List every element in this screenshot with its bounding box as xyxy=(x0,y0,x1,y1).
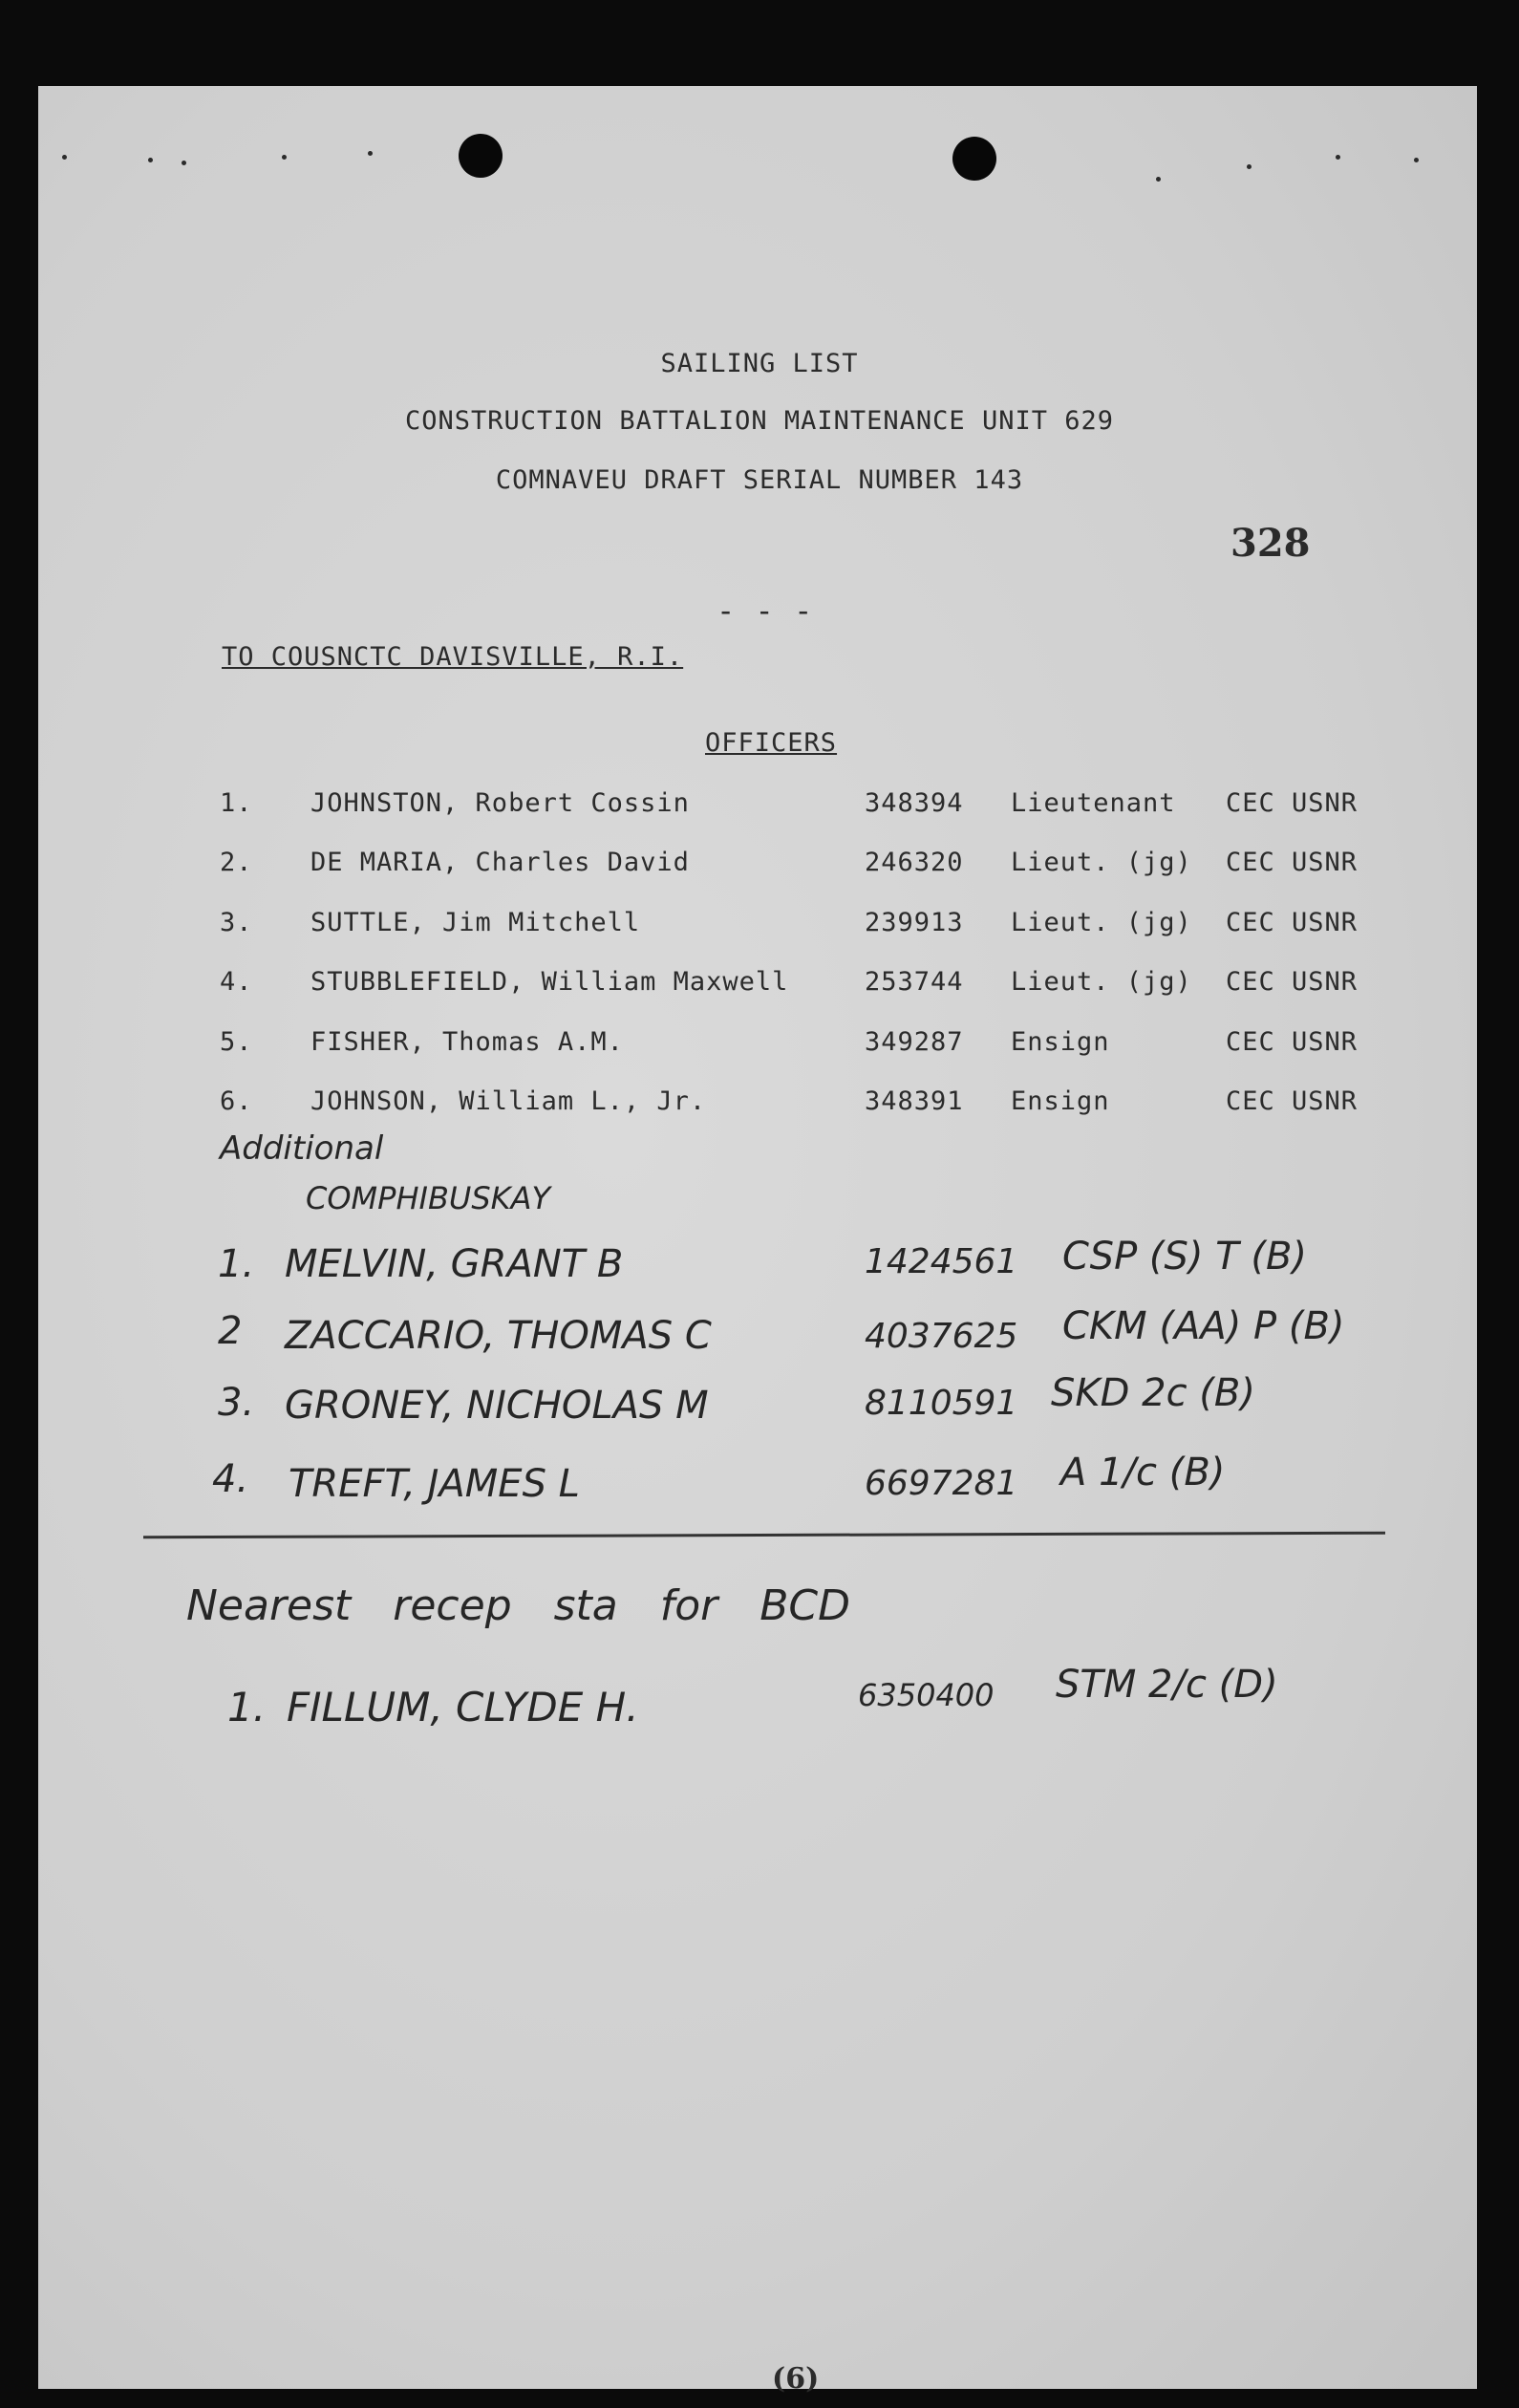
officer-rank: Ensign xyxy=(1011,1086,1110,1116)
officer-num: 4. xyxy=(220,967,253,997)
officer-corps: CEC USNR xyxy=(1226,1027,1359,1057)
scan-speck xyxy=(182,161,186,165)
scan-speck xyxy=(148,158,153,162)
scan-speck xyxy=(62,155,67,160)
officer-num: 3. xyxy=(220,908,253,937)
additional-service-no: 1424561 xyxy=(865,1242,1018,1281)
officer-name: STUBBLEFIELD, William Maxwell xyxy=(310,967,789,997)
nearest-label: Nearest recep sta for BCD xyxy=(186,1581,851,1630)
officer-num: 6. xyxy=(220,1086,253,1116)
officer-service-no: 246320 xyxy=(865,848,964,877)
scan-speck xyxy=(1247,164,1252,169)
officer-rank: Lieut. (jg) xyxy=(1011,967,1192,997)
page-number: (6) xyxy=(772,2362,820,2396)
officer-corps: CEC USNR xyxy=(1226,967,1359,997)
officer-num: 2. xyxy=(220,848,253,877)
scan-speck xyxy=(368,151,373,156)
additional-rate: SKD 2c (B) xyxy=(1051,1371,1255,1415)
officer-rank: Lieut. (jg) xyxy=(1011,908,1192,937)
destination-line: TO COUSNCTC DAVISVILLE, R.I. xyxy=(222,642,684,672)
additional-name: MELVIN, GRANT B xyxy=(285,1242,624,1286)
scan-speck xyxy=(282,155,287,160)
officer-num: 1. xyxy=(220,788,253,818)
nearest-service-no: 6350400 xyxy=(858,1677,995,1713)
officer-service-no: 349287 xyxy=(865,1027,964,1057)
scan-speck xyxy=(1156,177,1161,182)
page-stamp: 328 xyxy=(1230,521,1311,566)
additional-num: 3. xyxy=(218,1381,255,1425)
officer-name: DE MARIA, Charles David xyxy=(310,848,690,877)
additional-rate: CSP (S) T (B) xyxy=(1062,1235,1308,1279)
scan-speck xyxy=(1414,158,1419,162)
scan-speck xyxy=(1336,155,1340,160)
nearest-num: 1. xyxy=(227,1684,267,1731)
officer-service-no: 348391 xyxy=(865,1086,964,1116)
officer-rank: Lieut. (jg) xyxy=(1011,848,1192,877)
punch-hole-left xyxy=(459,134,503,178)
additional-service-no: 6697281 xyxy=(865,1464,1018,1503)
additional-num: 4. xyxy=(212,1457,249,1501)
officer-corps: CEC USNR xyxy=(1226,788,1359,818)
officer-service-no: 348394 xyxy=(865,788,964,818)
additional-rate: CKM (AA) P (B) xyxy=(1062,1304,1345,1348)
nearest-rate: STM 2/c (D) xyxy=(1056,1663,1278,1707)
additional-name: GRONEY, NICHOLAS M xyxy=(285,1384,709,1428)
officer-name: JOHNSON, William L., Jr. xyxy=(310,1086,707,1116)
additional-unit: COMPHIBUSKAY xyxy=(306,1180,551,1216)
officer-corps: CEC USNR xyxy=(1226,848,1359,877)
section-heading: OFFICERS xyxy=(705,728,838,758)
additional-label: Additional xyxy=(220,1129,384,1168)
additional-service-no: 8110591 xyxy=(865,1384,1018,1423)
additional-rate: A 1/c (B) xyxy=(1060,1451,1226,1494)
officer-rank: Ensign xyxy=(1011,1027,1110,1057)
officer-rank: Lieutenant xyxy=(1011,788,1176,818)
additional-name: ZACCARIO, THOMAS C xyxy=(285,1314,712,1358)
document-title: SAILING LIST xyxy=(660,349,859,378)
additional-service-no: 4037625 xyxy=(865,1317,1018,1356)
punch-hole-right xyxy=(952,137,996,181)
officer-service-no: 239913 xyxy=(865,908,964,937)
officer-name: FISHER, Thomas A.M. xyxy=(310,1027,624,1057)
officer-num: 5. xyxy=(220,1027,253,1057)
dash-separator: - - - xyxy=(717,592,814,629)
draft-serial-line: COMNAVEU DRAFT SERIAL NUMBER 143 xyxy=(495,465,1024,495)
nearest-name: FILLUM, CLYDE H. xyxy=(287,1684,639,1731)
unit-line: CONSTRUCTION BATTALION MAINTENANCE UNIT 629 xyxy=(405,406,1114,436)
additional-num: 2 xyxy=(218,1309,243,1353)
officer-name: SUTTLE, Jim Mitchell xyxy=(310,908,641,937)
additional-name: TREFT, JAMES L xyxy=(289,1462,580,1506)
officer-corps: CEC USNR xyxy=(1226,1086,1359,1116)
officer-corps: CEC USNR xyxy=(1226,908,1359,937)
officer-service-no: 253744 xyxy=(865,967,964,997)
officer-name: JOHNSTON, Robert Cossin xyxy=(310,788,690,818)
additional-num: 1. xyxy=(218,1242,255,1286)
